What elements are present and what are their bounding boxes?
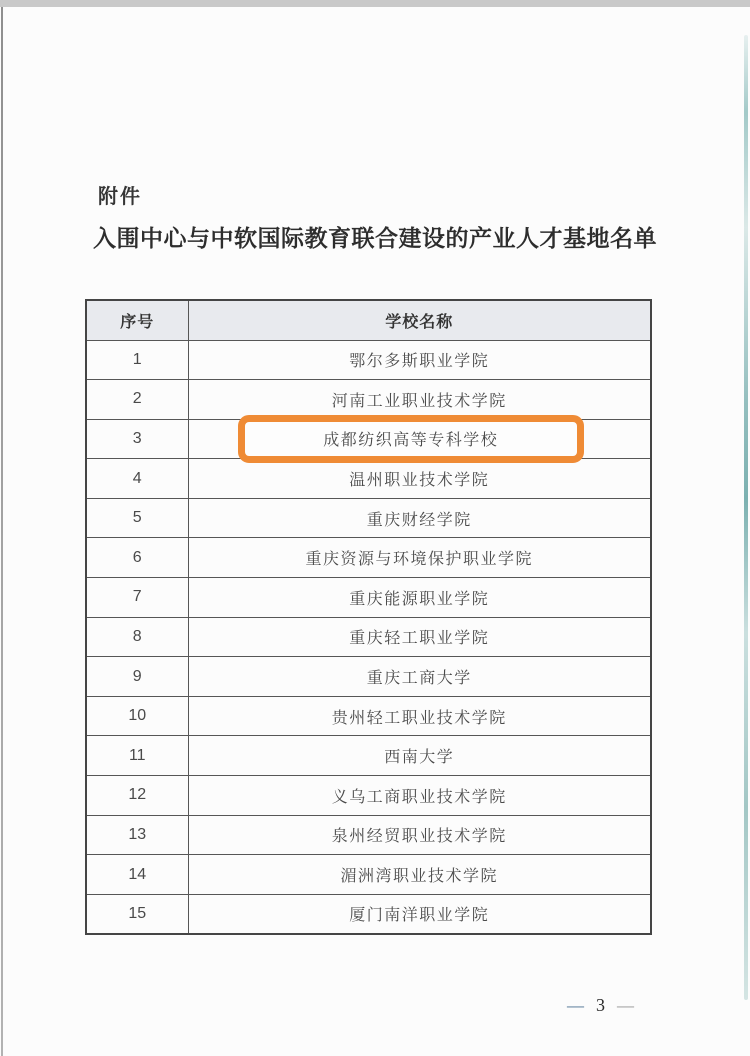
table-row (86, 736, 651, 776)
school-name-cell: 鄂尔多斯职业学院 (188, 340, 651, 380)
row-number-cell: 11 (86, 736, 188, 776)
school-name-cell: 厦门南洋职业学院 (188, 894, 651, 934)
footer-dash-left: — (567, 995, 584, 1015)
table-row (86, 815, 651, 855)
school-table-body (86, 340, 651, 934)
table-row (86, 578, 651, 618)
scan-edge-top (0, 0, 750, 7)
school-name-cell: 义乌工商职业技术学院 (188, 776, 651, 816)
school-name-cell: 重庆财经学院 (188, 498, 651, 538)
table-row (86, 498, 651, 538)
highlight-box: 成都纺织高等专科学校 (238, 415, 585, 464)
row-number-cell: 5 (86, 498, 188, 538)
header-cell-number: 序号 (86, 300, 188, 340)
school-name-cell: 泉州经贸职业技术学院 (188, 815, 651, 855)
table-row (86, 538, 651, 578)
page-footer (567, 995, 634, 1016)
footer-dash-right: — (617, 995, 634, 1015)
table-row (86, 776, 651, 816)
table-header-row (86, 300, 651, 340)
table-row (86, 894, 651, 934)
school-name-cell (188, 419, 651, 459)
school-name-cell: 温州职业技术学院 (188, 459, 651, 499)
row-number-cell: 6 (86, 538, 188, 578)
row-number-cell: 14 (86, 855, 188, 895)
table-row (86, 657, 651, 697)
school-name-cell: 贵州轻工职业技术学院 (188, 696, 651, 736)
school-name-cell: 河南工业职业技术学院 (188, 380, 651, 420)
row-number-cell: 15 (86, 894, 188, 934)
attachment-label: 附件 (98, 186, 142, 208)
scan-edge-left (1, 7, 3, 1056)
row-number-cell: 7 (86, 578, 188, 618)
school-name-cell: 西南大学 (188, 736, 651, 776)
row-number-cell: 13 (86, 815, 188, 855)
row-number-cell: 2 (86, 380, 188, 420)
school-name-cell: 重庆能源职业学院 (188, 578, 651, 618)
table-row (86, 696, 651, 736)
row-number-cell: 9 (86, 657, 188, 697)
school-name-cell: 湄洲湾职业技术学院 (188, 855, 651, 895)
page-number: 3 (596, 995, 605, 1015)
row-number-cell: 12 (86, 776, 188, 816)
school-list-table (85, 299, 652, 935)
row-number-cell: 4 (86, 459, 188, 499)
table-row (86, 459, 651, 499)
table-row (86, 419, 651, 459)
school-name-cell: 重庆轻工职业学院 (188, 617, 651, 657)
row-number-cell: 10 (86, 696, 188, 736)
scan-edge-right (744, 35, 748, 1000)
table-row (86, 617, 651, 657)
table-header (86, 300, 651, 340)
document-title: 入围中心与中软国际教育联合建设的产业人才基地名单 (93, 226, 657, 251)
row-number-cell: 1 (86, 340, 188, 380)
row-number-cell: 8 (86, 617, 188, 657)
school-name-cell: 重庆资源与环境保护职业学院 (188, 538, 651, 578)
table-row (86, 340, 651, 380)
school-name-cell: 重庆工商大学 (188, 657, 651, 697)
table-row (86, 855, 651, 895)
table-row (86, 380, 651, 420)
row-number-cell: 3 (86, 419, 188, 459)
header-cell-school-name: 学校名称 (188, 300, 651, 340)
